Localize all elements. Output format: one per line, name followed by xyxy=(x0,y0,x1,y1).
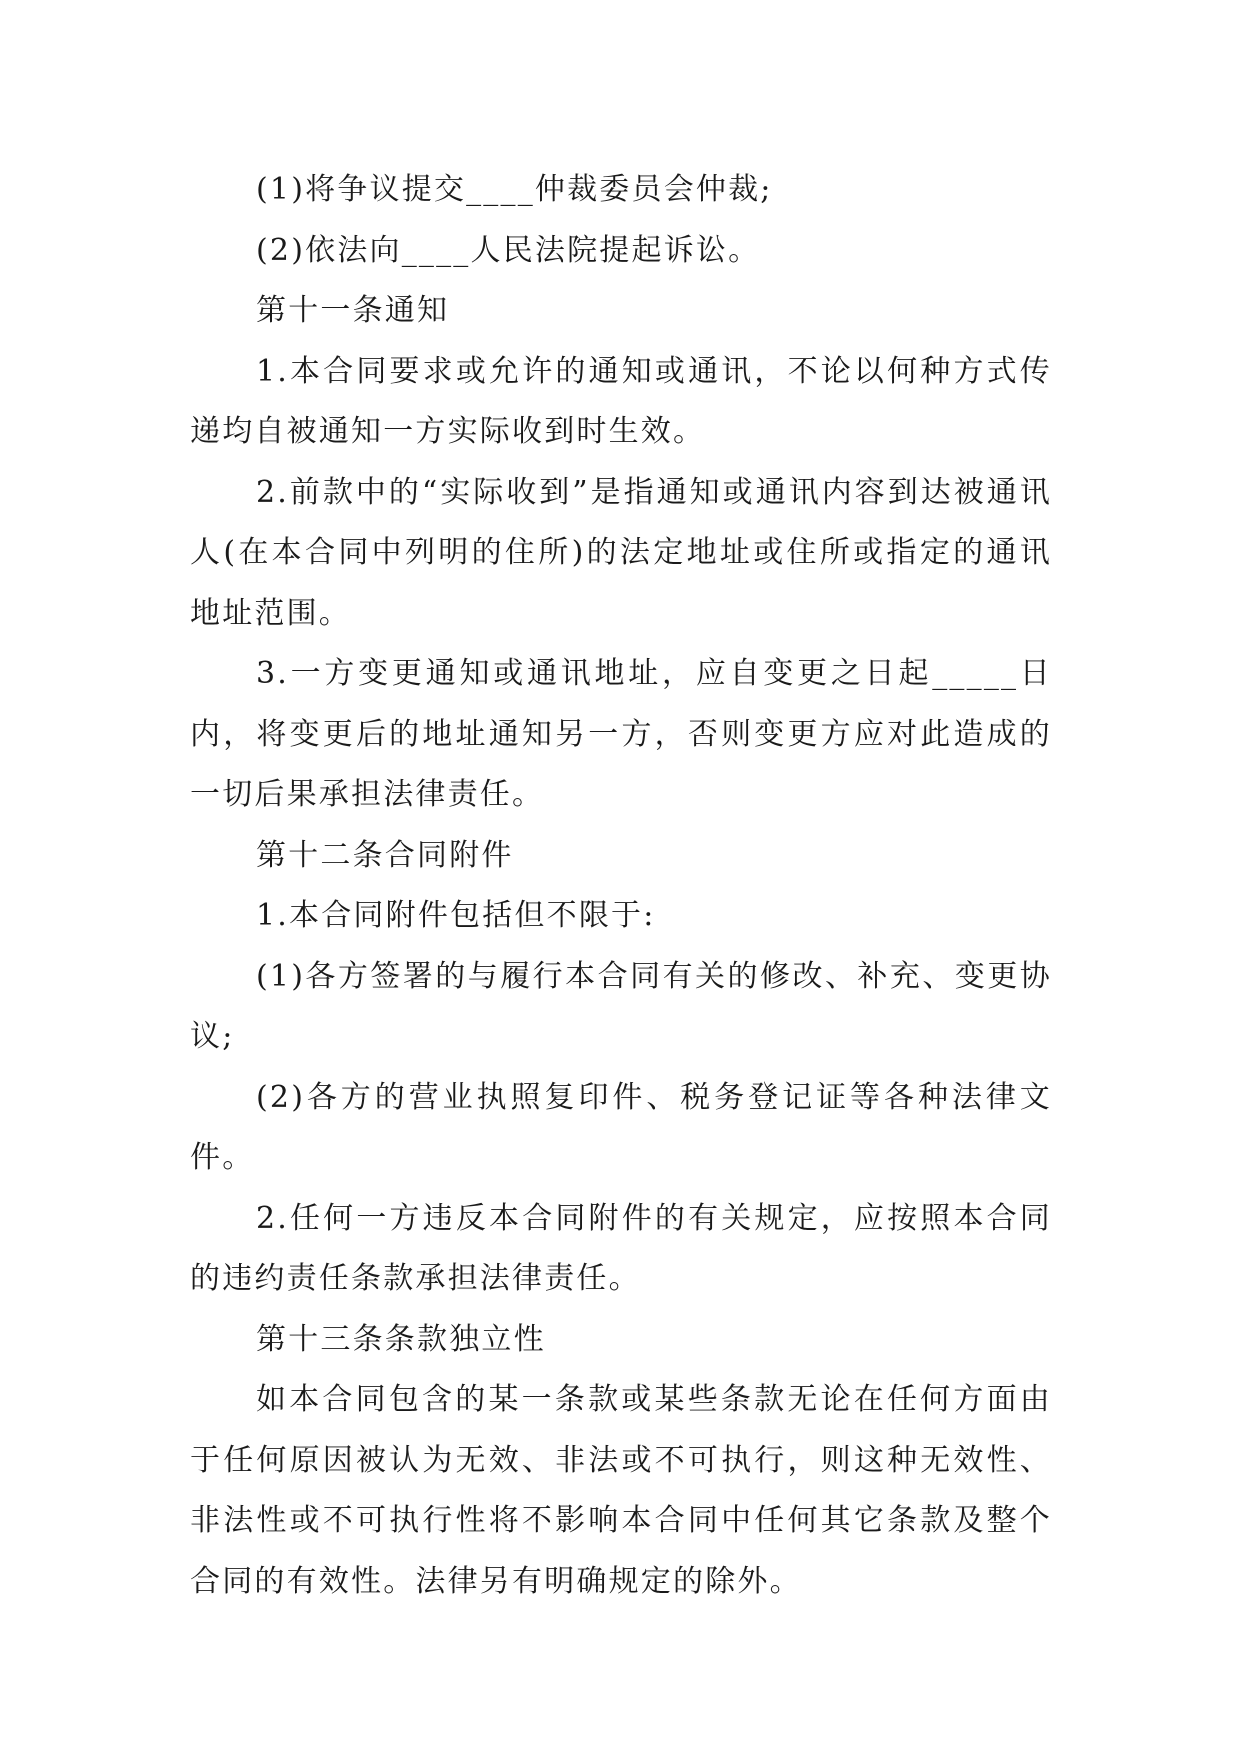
document-page xyxy=(190,160,1052,1612)
article-11-clause-2: 2.前款中的“实际收到”是指通知或通讯内容到达被通讯人(在本合同中列明的住所)的法定地址或住所或指定的通讯地址范围。 xyxy=(190,474,1052,631)
article-11-clause-3: 3.一方变更通知或通讯地址，应自变更之日起_____日内，将变更后的地址通知另一方，否则变更方应对此造成的一切后果承担法律责任。 xyxy=(190,656,1052,812)
article-12-clause-1-item-1: (1)各方签署的与履行本合同有关的修改、补充、变更协议; xyxy=(190,958,1052,1054)
article-12-clause-1: 1.本合同附件包括但不限于: xyxy=(256,898,656,933)
article-11-clause-1: 1.本合同要求或允许的通知或通讯，不论以何种方式传递均自被通知一方实际收到时生效。 xyxy=(190,353,1052,449)
article-12-clause-1-item-2: (2)各方的营业执照复印件、税务登记证等各种法律文件。 xyxy=(190,1079,1052,1175)
paragraph-litigation-option-2: (2)依法向____人民法院提起诉讼。 xyxy=(256,232,761,268)
article-12-heading: 第十二条合同附件 xyxy=(256,837,514,873)
article-13-body: 如本合同包含的某一条款或某些条款无论在任何方面由于任何原因被认为无效、非法或不可执行，则这种无效性、非法性或不可执行性将不影响本合同中任何其它条款及整个合同的有效性。法律另有明确规定的除外。 xyxy=(190,1382,1052,1599)
article-13-heading: 第十三条条款独立性 xyxy=(256,1321,546,1357)
paragraph-arbitration-option-1: (1)将争议提交____仲裁委员会仲裁; xyxy=(256,172,773,207)
article-11-heading: 第十一条通知 xyxy=(256,293,450,328)
article-12-clause-2: 2.任何一方违反本合同附件的有关规定，应按照本合同的违约责任条款承担法律责任。 xyxy=(190,1200,1052,1296)
